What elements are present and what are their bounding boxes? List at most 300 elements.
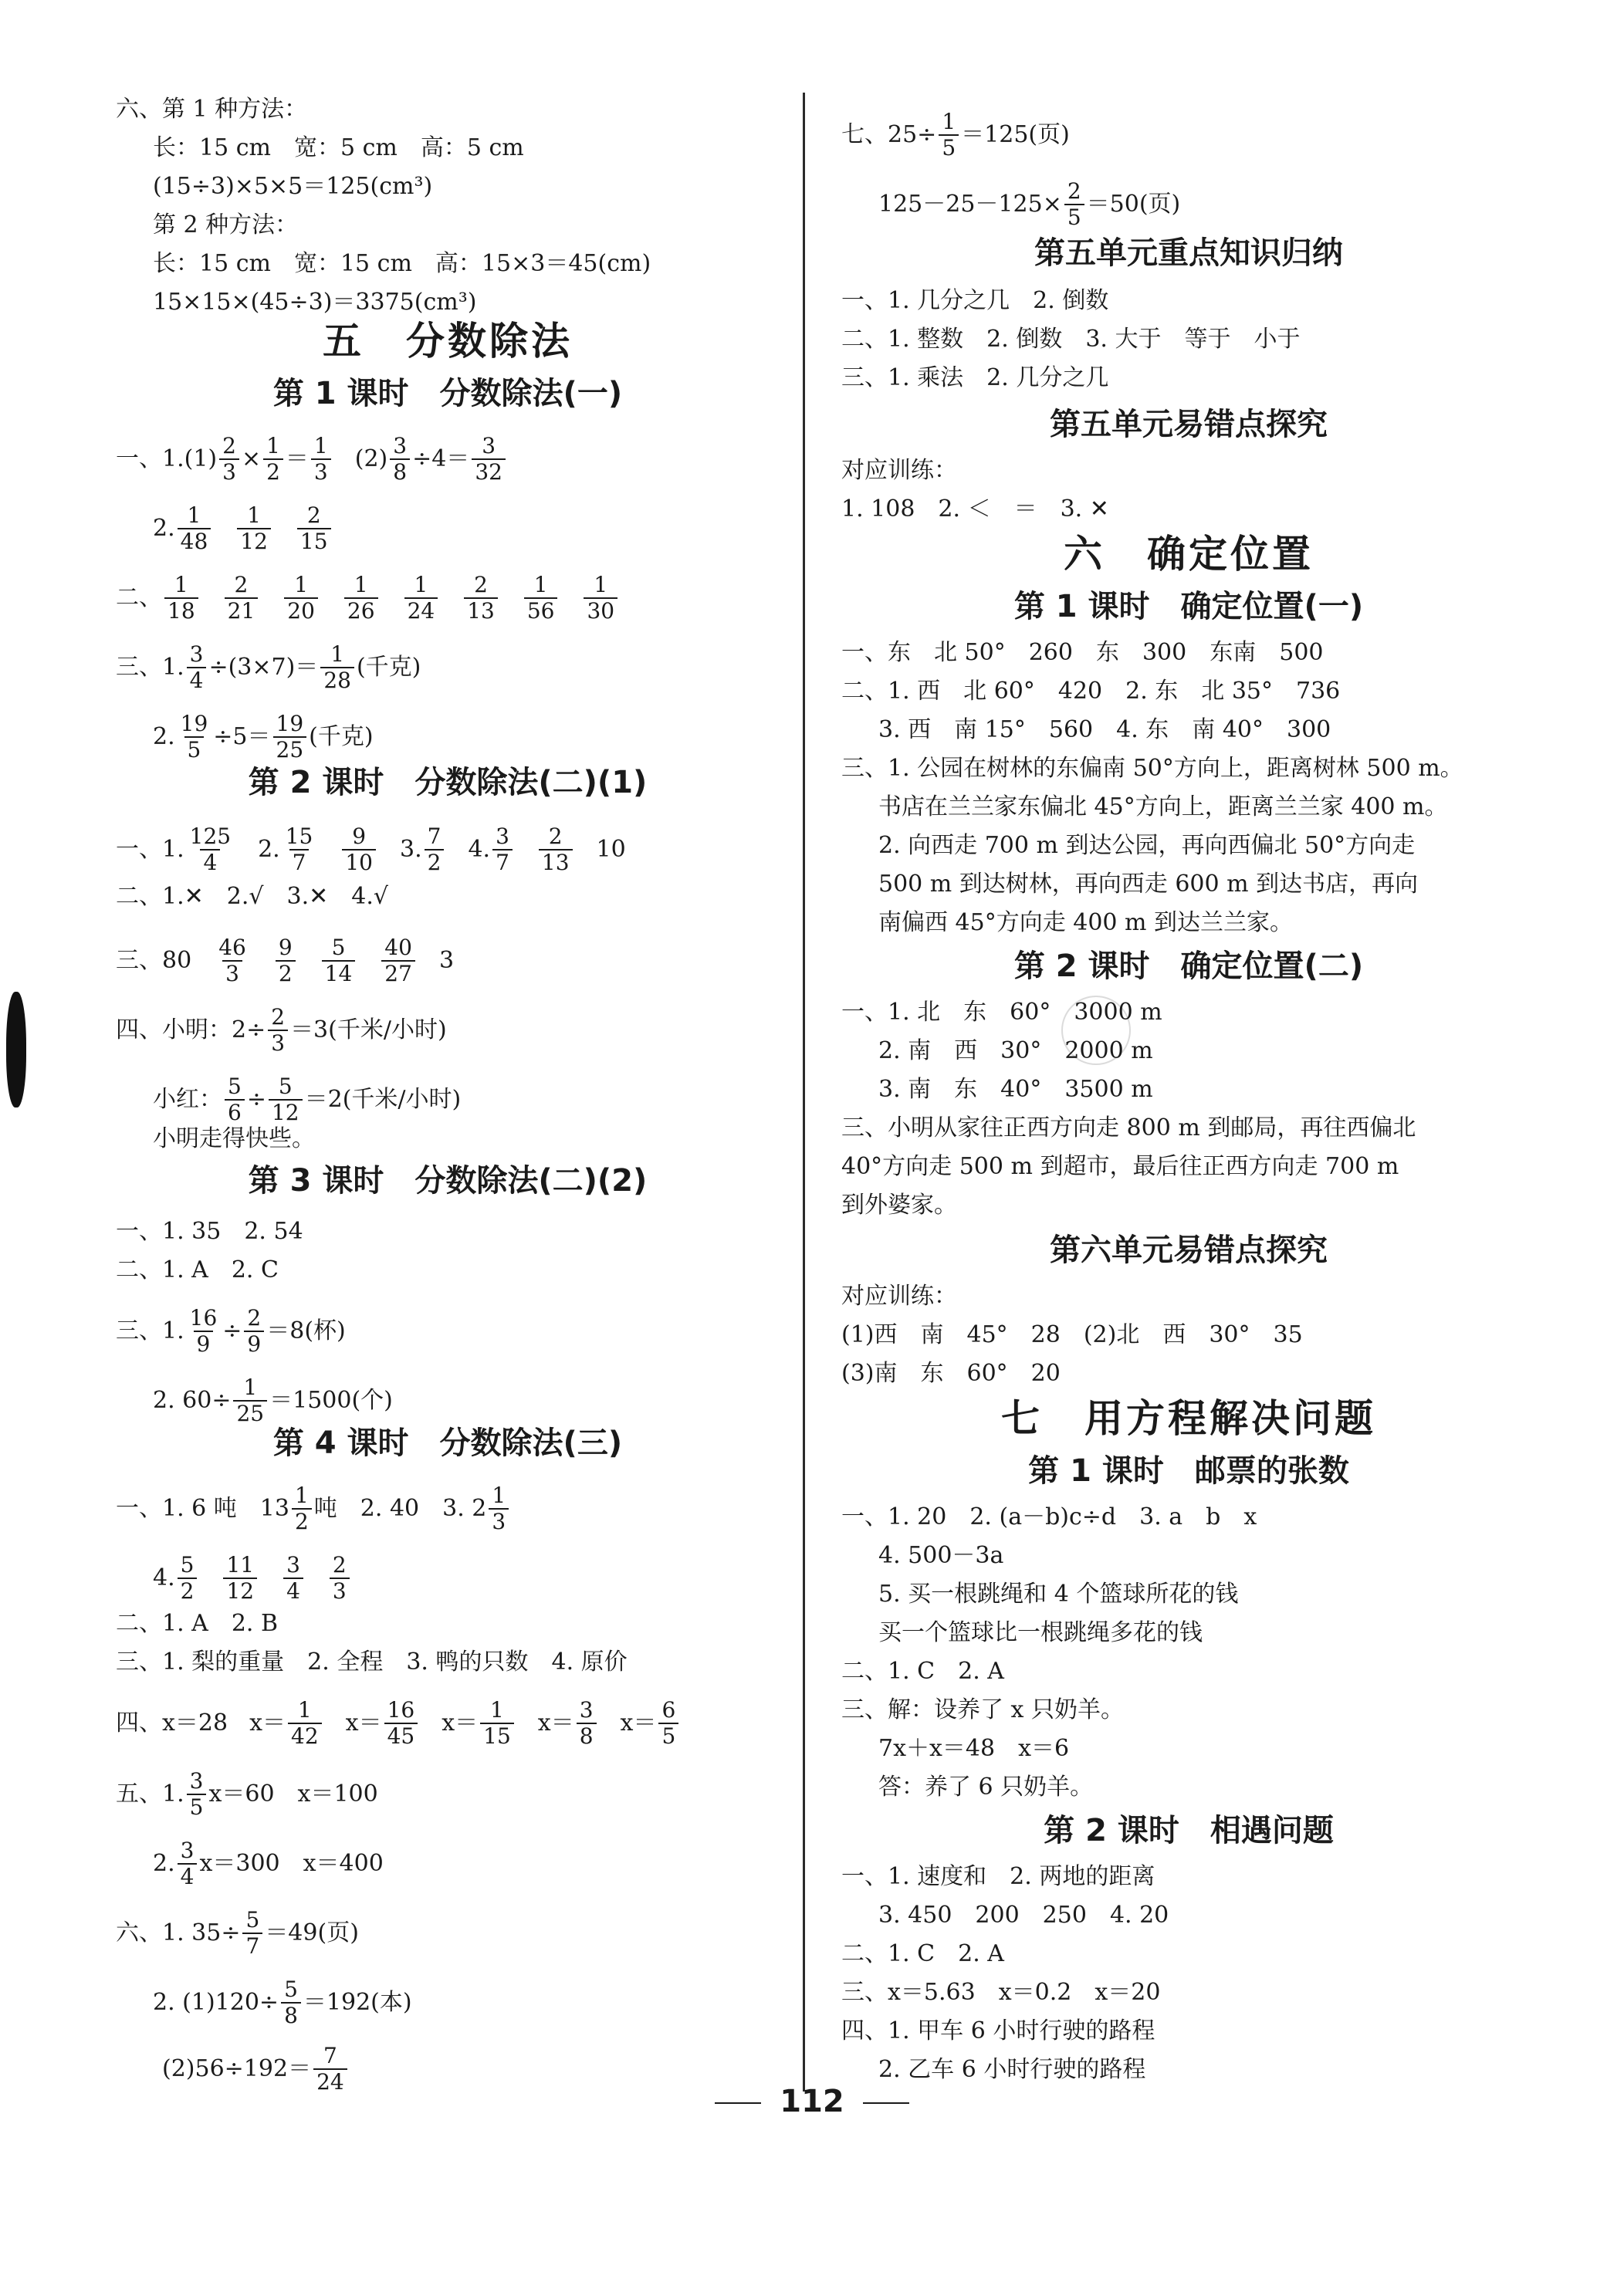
- denominator: 48: [178, 528, 211, 554]
- item-label: 三、80: [116, 947, 192, 974]
- answer-line: 六、第 1 种方法：: [116, 96, 308, 123]
- column-divider: [803, 93, 805, 2092]
- unit-text: x＝300 x＝400: [199, 1850, 384, 1877]
- fraction: [178, 712, 211, 763]
- answer-line: [841, 110, 1070, 161]
- fraction: [322, 935, 356, 986]
- unit-text: ＝49(页): [265, 1919, 359, 1946]
- numerator: 9: [352, 823, 367, 849]
- item-label: 一、1.: [116, 836, 184, 863]
- answer-line: 南偏西 45°方向走 400 m 到达兰兰家。: [878, 909, 1294, 936]
- answer-line: 5. 买一根跳绳和 4 个篮球所花的钱: [878, 1581, 1239, 1608]
- numerator: 1: [533, 572, 548, 597]
- answer-line: 到外婆家。: [841, 1192, 957, 1219]
- denominator: 26: [344, 597, 378, 624]
- answer-line: [153, 712, 374, 763]
- item-label: 4.: [153, 1564, 175, 1591]
- fraction: [281, 1977, 301, 2028]
- numerator: 5: [278, 1074, 293, 1099]
- denominator: 12: [237, 528, 271, 554]
- numerator: 5: [245, 1907, 260, 1933]
- denominator: 15: [480, 1723, 514, 1749]
- denominator: 7: [242, 1933, 262, 1959]
- answer-line: (1)西 南 45° 28 (2)北 西 30° 35: [841, 1321, 1303, 1348]
- denominator: 24: [313, 2068, 347, 2095]
- fraction: [425, 824, 445, 875]
- numerator: 2: [234, 572, 249, 597]
- footer-dash: [863, 2102, 909, 2104]
- answer-line: 二、1. A 2. B: [116, 1610, 279, 1637]
- denominator: 5: [1064, 204, 1084, 230]
- fraction: [939, 110, 959, 161]
- denominator: 5: [939, 134, 959, 161]
- answer-line: 答：养了 6 只奶羊。: [878, 1774, 1094, 1801]
- numerator: 1: [174, 572, 188, 597]
- numerator: 1: [313, 433, 328, 458]
- item-label: 2.: [153, 1850, 175, 1877]
- numerator: 16: [189, 1305, 218, 1331]
- denominator: 4: [178, 1863, 198, 1889]
- denominator: 4: [200, 849, 220, 875]
- fraction: [225, 573, 259, 624]
- item-label: 七、25÷: [841, 121, 937, 148]
- numerator: 2: [271, 1004, 286, 1030]
- fraction: [284, 573, 318, 624]
- numerator: 1: [297, 1697, 312, 1723]
- numerator: 9: [278, 935, 293, 960]
- fraction: [276, 935, 296, 986]
- answer-line: 15×15×(45÷3)＝3375(cm³): [153, 289, 477, 316]
- numerator: 3: [579, 1697, 594, 1723]
- numerator: 5: [180, 1552, 195, 1578]
- denominator: 7: [289, 849, 310, 875]
- answer-line: 4. 500－3a: [878, 1542, 1004, 1569]
- fraction: [233, 1375, 267, 1426]
- numerator: 1: [294, 572, 309, 597]
- numerator: 1: [247, 502, 261, 528]
- answer-line: [116, 824, 626, 875]
- denominator: 2: [292, 1508, 312, 1534]
- answer-line: 一、1. 几分之几 2. 倒数: [841, 287, 1109, 314]
- fraction: [178, 1838, 198, 1889]
- answer-line: 长：15 cm 宽：5 cm 高：5 cm: [153, 134, 524, 161]
- item-label: 2.: [153, 515, 175, 542]
- numerator: 2: [222, 433, 236, 458]
- denominator: 13: [464, 597, 498, 624]
- answer-line: 三、1. 乘法 2. 几分之几: [841, 364, 1109, 391]
- answer-line: [116, 1908, 359, 1959]
- denominator: 12: [269, 1099, 303, 1125]
- numerator: 1: [330, 641, 345, 667]
- page-footer: [0, 2084, 1624, 2119]
- answer-line: 三、1. 公园在树林的东偏南 50°方向上，距离树林 500 m。: [841, 755, 1463, 782]
- numerator: 1: [243, 1375, 258, 1400]
- fraction: [215, 935, 249, 986]
- denominator: 28: [320, 667, 354, 693]
- item-label: 2.: [153, 723, 175, 750]
- numerator: 7: [323, 2043, 337, 2068]
- denominator: 2: [276, 960, 296, 986]
- operator: x＝: [537, 1709, 574, 1736]
- answer-line: [153, 1838, 384, 1889]
- answer-line: 40°方向走 500 m 到超市，最后往正西方向走 700 m: [841, 1153, 1399, 1180]
- answer-line: [116, 573, 620, 624]
- numerator: 7: [427, 823, 442, 849]
- fraction: [187, 824, 234, 875]
- answer-line: 二、1. A 2. C: [116, 1256, 279, 1283]
- denominator: 3: [222, 960, 242, 986]
- denominator: 3: [268, 1030, 288, 1056]
- fraction: [269, 1074, 303, 1125]
- denominator: 2: [263, 458, 283, 485]
- page-number: 112: [780, 2084, 844, 2119]
- lesson-title: 第 2 课时 相遇问题: [1044, 1813, 1334, 1848]
- fraction: [658, 1698, 678, 1749]
- fraction: [187, 642, 207, 693]
- fraction: [472, 434, 506, 485]
- denominator: 42: [288, 1723, 322, 1749]
- answer-line: 一、1. 北 东 60° 3000 m: [841, 999, 1162, 1026]
- numerator: 19: [276, 711, 304, 736]
- operator: ×: [241, 445, 262, 472]
- answer-line: 7x＋x＝48 x＝6: [878, 1735, 1070, 1762]
- answer-line: 二、1.✕ 2.√ 3.✕ 4.√: [116, 883, 388, 910]
- fraction: [187, 1769, 207, 1820]
- numerator: 46: [218, 935, 246, 960]
- fraction: [283, 824, 316, 875]
- fraction: [219, 434, 239, 485]
- answer-line: 2. 乙车 6 小时行驶的路程: [878, 2056, 1146, 2083]
- numerator: 19: [180, 711, 208, 736]
- lesson-title: 第 2 课时 确定位置(二): [1013, 949, 1364, 984]
- fraction: [381, 935, 415, 986]
- answer-line: [116, 935, 454, 986]
- numerator: 5: [331, 935, 346, 960]
- denominator: 32: [472, 458, 506, 485]
- unit-text: x＝60 x＝100: [208, 1780, 378, 1807]
- answer-line: [116, 434, 508, 485]
- numerator: 5: [284, 1977, 298, 2002]
- answer-line: 一、东 北 50° 260 东 300 东南 500: [841, 639, 1324, 666]
- fraction: [225, 1074, 245, 1125]
- answer-line: 3. 西 南 15° 560 4. 东 南 40° 300: [878, 716, 1331, 743]
- fraction: [242, 1908, 262, 1959]
- denominator: 21: [225, 597, 259, 624]
- denominator: 5: [658, 1723, 678, 1749]
- operator: ÷: [246, 1086, 266, 1113]
- answer-line: 二、1. 西 北 60° 420 2. 东 北 35° 736: [841, 678, 1341, 705]
- fraction: [237, 503, 271, 554]
- numerator: 1: [490, 1697, 504, 1723]
- operator: ÷(3×7)＝: [208, 654, 319, 681]
- numerator: 15: [285, 823, 313, 849]
- numerator: 2: [548, 823, 563, 849]
- answer-line: 2. 南 西 30° 2000 m: [878, 1037, 1153, 1064]
- fraction: [164, 573, 198, 624]
- numerator: 2: [247, 1305, 262, 1331]
- answer-line: [153, 1553, 352, 1604]
- answer-line: [153, 1977, 412, 2028]
- numerator: 3: [393, 433, 408, 458]
- item-label: 一、1. 6 吨 13: [116, 1495, 289, 1522]
- lesson-title: 第 1 课时 邮票的张数: [1028, 1453, 1349, 1489]
- numerator: 6: [661, 1697, 676, 1723]
- unit-text: ＝1500(个): [269, 1387, 393, 1414]
- fraction: [577, 1698, 597, 1749]
- fraction: [489, 1483, 509, 1534]
- footer-dash: [715, 2102, 761, 2104]
- answer-line: [116, 1005, 447, 1056]
- fraction: [283, 1553, 303, 1604]
- unit-title: 五 分数除法: [323, 319, 573, 364]
- numerator: 1: [414, 572, 428, 597]
- answer-line: 500 m 到达树林，再向西走 600 m 到达书店，再向: [878, 871, 1419, 898]
- fraction: [288, 1698, 322, 1749]
- fraction: [320, 642, 354, 693]
- item-label: 二、: [116, 584, 162, 611]
- unit-text: ＝192(本): [303, 1989, 412, 2016]
- numerator: 3: [286, 1552, 300, 1578]
- section-title: 第五单元易错点探究: [1050, 407, 1328, 442]
- answer-line: [153, 1074, 461, 1125]
- item-label: 六、1. 35÷: [116, 1919, 241, 1946]
- operator: x＝: [249, 1709, 286, 1736]
- denominator: 3: [330, 1578, 350, 1604]
- lesson-title: 第 2 课时 分数除法(二)(1): [248, 765, 648, 800]
- answer-line: 一、1. 20 2. (a－b)c÷d 3. a b x: [841, 1503, 1257, 1530]
- lesson-title: 第 1 课时 分数除法(一): [272, 376, 623, 411]
- lesson-title: 第 4 课时 分数除法(三): [272, 1425, 623, 1461]
- fraction: [292, 1483, 312, 1534]
- denominator: 45: [384, 1723, 418, 1749]
- answer-line: 3. 450 200 250 4. 20: [878, 1902, 1169, 1929]
- denominator: 9: [194, 1331, 214, 1357]
- denominator: 6: [225, 1099, 245, 1125]
- denominator: 4: [187, 667, 207, 693]
- denominator: 15: [297, 528, 331, 554]
- denominator: 2: [178, 1578, 198, 1604]
- fraction: [297, 503, 331, 554]
- answer-line: 一、1. 速度和 2. 两地的距离: [841, 1863, 1155, 1890]
- numerator: 1: [266, 433, 280, 458]
- numerator: 3: [189, 641, 204, 667]
- numerator: 11: [226, 1552, 255, 1578]
- denominator: 3: [311, 458, 331, 485]
- operator: x＝: [345, 1709, 382, 1736]
- answer-line: (15÷3)×5×5＝125(cm³): [153, 173, 433, 200]
- item-label: (2)56÷192＝: [162, 2055, 312, 2082]
- denominator: 8: [390, 458, 410, 485]
- numerator: 2: [1067, 178, 1081, 204]
- fraction: [464, 573, 498, 624]
- fraction: [584, 573, 617, 624]
- operator: ÷4＝: [412, 445, 470, 472]
- fraction: [404, 573, 438, 624]
- numerator: 1: [354, 572, 368, 597]
- numerator: 3: [482, 433, 496, 458]
- answer-line: 三、小明从家往正西方向走 800 m 到邮局，再往西偏北: [841, 1114, 1416, 1141]
- answer-line: [878, 179, 1180, 230]
- answer-line: 三、解：设养了 x 只奶羊。: [841, 1696, 1124, 1723]
- answer-line: 1. 108 2. ＜ ＝ 3. ✕: [841, 495, 1109, 522]
- denominator: 25: [273, 736, 307, 763]
- unit-title: 七 用方程解决问题: [1001, 1396, 1376, 1441]
- numerator: 1: [187, 502, 201, 528]
- denominator: 8: [281, 2002, 301, 2028]
- numerator: 1: [492, 1483, 506, 1508]
- answer-line: 书店在兰兰家东偏北 45°方向上，距离兰兰家 400 m。: [878, 793, 1448, 820]
- answer-line: 小明走得快些。: [153, 1125, 315, 1152]
- item-label: 125－25－125×: [878, 191, 1062, 218]
- operator: x＝: [620, 1709, 657, 1736]
- item-label: 2.: [258, 836, 280, 863]
- answer-line: (3)南 东 60° 20: [841, 1360, 1061, 1387]
- answer-line: 二、1. C 2. A: [841, 1940, 1004, 1967]
- denominator: 30: [584, 597, 617, 624]
- fraction: [244, 1306, 264, 1357]
- numerator: 3: [189, 1768, 204, 1794]
- fraction: [344, 573, 378, 624]
- numerator: 3: [180, 1838, 195, 1863]
- denominator: 25: [233, 1400, 267, 1426]
- denominator: 24: [404, 597, 438, 624]
- fraction: [480, 1698, 514, 1749]
- answer-line: 一、1. 35 2. 54: [116, 1218, 303, 1245]
- answer-line: [116, 1483, 511, 1534]
- numerator: 1: [594, 572, 608, 597]
- unit-text: (千克): [309, 723, 374, 750]
- answer-line: [116, 1698, 681, 1749]
- denominator: 56: [524, 597, 558, 624]
- denominator: 20: [284, 597, 318, 624]
- fraction: [390, 434, 410, 485]
- denominator: 7: [492, 849, 513, 875]
- answer-line: [116, 1769, 378, 1820]
- numerator: 2: [474, 572, 488, 597]
- answer-line: [153, 1375, 393, 1426]
- section-title: 第六单元易错点探究: [1050, 1233, 1328, 1268]
- unit-text: ＝50(页): [1086, 191, 1181, 218]
- fraction: [178, 503, 211, 554]
- item-label: 2. 60÷: [153, 1387, 232, 1414]
- denominator: 27: [381, 960, 415, 986]
- lesson-title: 第 1 课时 确定位置(一): [1013, 589, 1364, 624]
- answer-line: 三、x＝5.63 x＝0.2 x＝20: [841, 1979, 1161, 2006]
- item-label: 小红：: [153, 1086, 222, 1113]
- item-label: 四、小明：2÷: [116, 1016, 266, 1043]
- denominator: 13: [539, 849, 573, 875]
- numerator: 40: [384, 935, 412, 960]
- denominator: 18: [164, 597, 198, 624]
- operator: x＝: [442, 1709, 479, 1736]
- fraction: [223, 1553, 257, 1604]
- denominator: 14: [322, 960, 356, 986]
- answer-line: 买一个篮球比一根跳绳多花的钱: [878, 1619, 1203, 1646]
- denominator: 8: [577, 1723, 597, 1749]
- scan-edge-mark: [6, 992, 26, 1107]
- item-label: 三、1.: [116, 654, 184, 681]
- fraction: [273, 712, 307, 763]
- item-label: 2. (1)120÷: [153, 1989, 279, 2016]
- answer-line: [116, 1306, 346, 1357]
- fraction: [1064, 179, 1084, 230]
- numerator: 3: [496, 823, 509, 849]
- denominator: 3: [219, 458, 239, 485]
- answer-line: 2. 向西走 700 m 到达公园，再向西偏北 50°方向走: [878, 832, 1416, 859]
- item-label: 五、1.: [116, 1780, 184, 1807]
- fraction: [311, 434, 331, 485]
- value-text: 10: [596, 836, 626, 863]
- fraction: [178, 1553, 198, 1604]
- answer-line: [153, 503, 333, 554]
- numerator: 5: [228, 1074, 242, 1099]
- numerator: 2: [332, 1552, 347, 1578]
- denominator: 9: [244, 1331, 264, 1357]
- item-label: (2): [354, 445, 388, 472]
- fraction: [187, 1306, 221, 1357]
- fraction: [342, 824, 376, 875]
- fraction: [539, 824, 573, 875]
- item-label: 四、x＝28: [116, 1709, 228, 1736]
- value-text: 3: [438, 947, 455, 974]
- unit-text: 吨 2. 40 3. 2: [313, 1495, 487, 1522]
- denominator: 4: [283, 1578, 303, 1604]
- fraction: [384, 1698, 418, 1749]
- answer-line: 对应训练：: [841, 1283, 957, 1310]
- numerator: 2: [306, 502, 321, 528]
- answer-line: 三、1. 梨的重量 2. 全程 3. 鸭的只数 4. 原价: [116, 1649, 628, 1676]
- unit-title: 六 确定位置: [1064, 532, 1314, 577]
- denominator: 12: [223, 1578, 257, 1604]
- numerator: 16: [387, 1697, 415, 1723]
- numerator: 125: [189, 823, 232, 849]
- operator: ÷5＝: [213, 723, 271, 750]
- denominator: 3: [489, 1508, 509, 1534]
- unit-text: ＝2(千米/小时): [304, 1086, 462, 1113]
- item-label: 3.: [399, 836, 422, 863]
- answer-line: 四、1. 甲车 6 小时行驶的路程: [841, 2017, 1155, 2044]
- answer-line: 3. 南 东 40° 3500 m: [878, 1076, 1153, 1103]
- answer-line: 长：15 cm 宽：15 cm 高：15×3＝45(cm): [153, 250, 651, 277]
- fraction: [330, 1553, 350, 1604]
- denominator: 5: [184, 736, 205, 763]
- answer-line: 二、1. 整数 2. 倒数 3. 大于 等于 小于: [841, 326, 1301, 353]
- unit-text: (千克): [356, 654, 421, 681]
- section-title: 第五单元重点知识归纳: [1034, 235, 1343, 271]
- unit-text: ＝3(千米/小时): [290, 1016, 447, 1043]
- answer-line: 对应训练：: [841, 457, 957, 484]
- denominator: 5: [187, 1794, 207, 1820]
- denominator: 10: [342, 849, 376, 875]
- fraction: [263, 434, 283, 485]
- answer-line: 二、1. C 2. A: [841, 1658, 1004, 1685]
- operator: ＝: [285, 445, 309, 472]
- fraction: [492, 824, 513, 875]
- answer-line: 第 2 种方法：: [153, 211, 299, 238]
- operator: ÷: [222, 1317, 242, 1344]
- numerator: 1: [294, 1483, 309, 1508]
- numerator: 1: [942, 109, 956, 134]
- answer-line: [116, 642, 421, 693]
- unit-text: ＝125(页): [961, 121, 1070, 148]
- item-label: 三、1.: [116, 1317, 184, 1344]
- fraction: [268, 1005, 288, 1056]
- unit-text: ＝8(杯): [266, 1317, 346, 1344]
- denominator: 2: [425, 849, 445, 875]
- item-label: 4.: [468, 836, 491, 863]
- lesson-title: 第 3 课时 分数除法(二)(2): [248, 1163, 648, 1199]
- fraction: [524, 573, 558, 624]
